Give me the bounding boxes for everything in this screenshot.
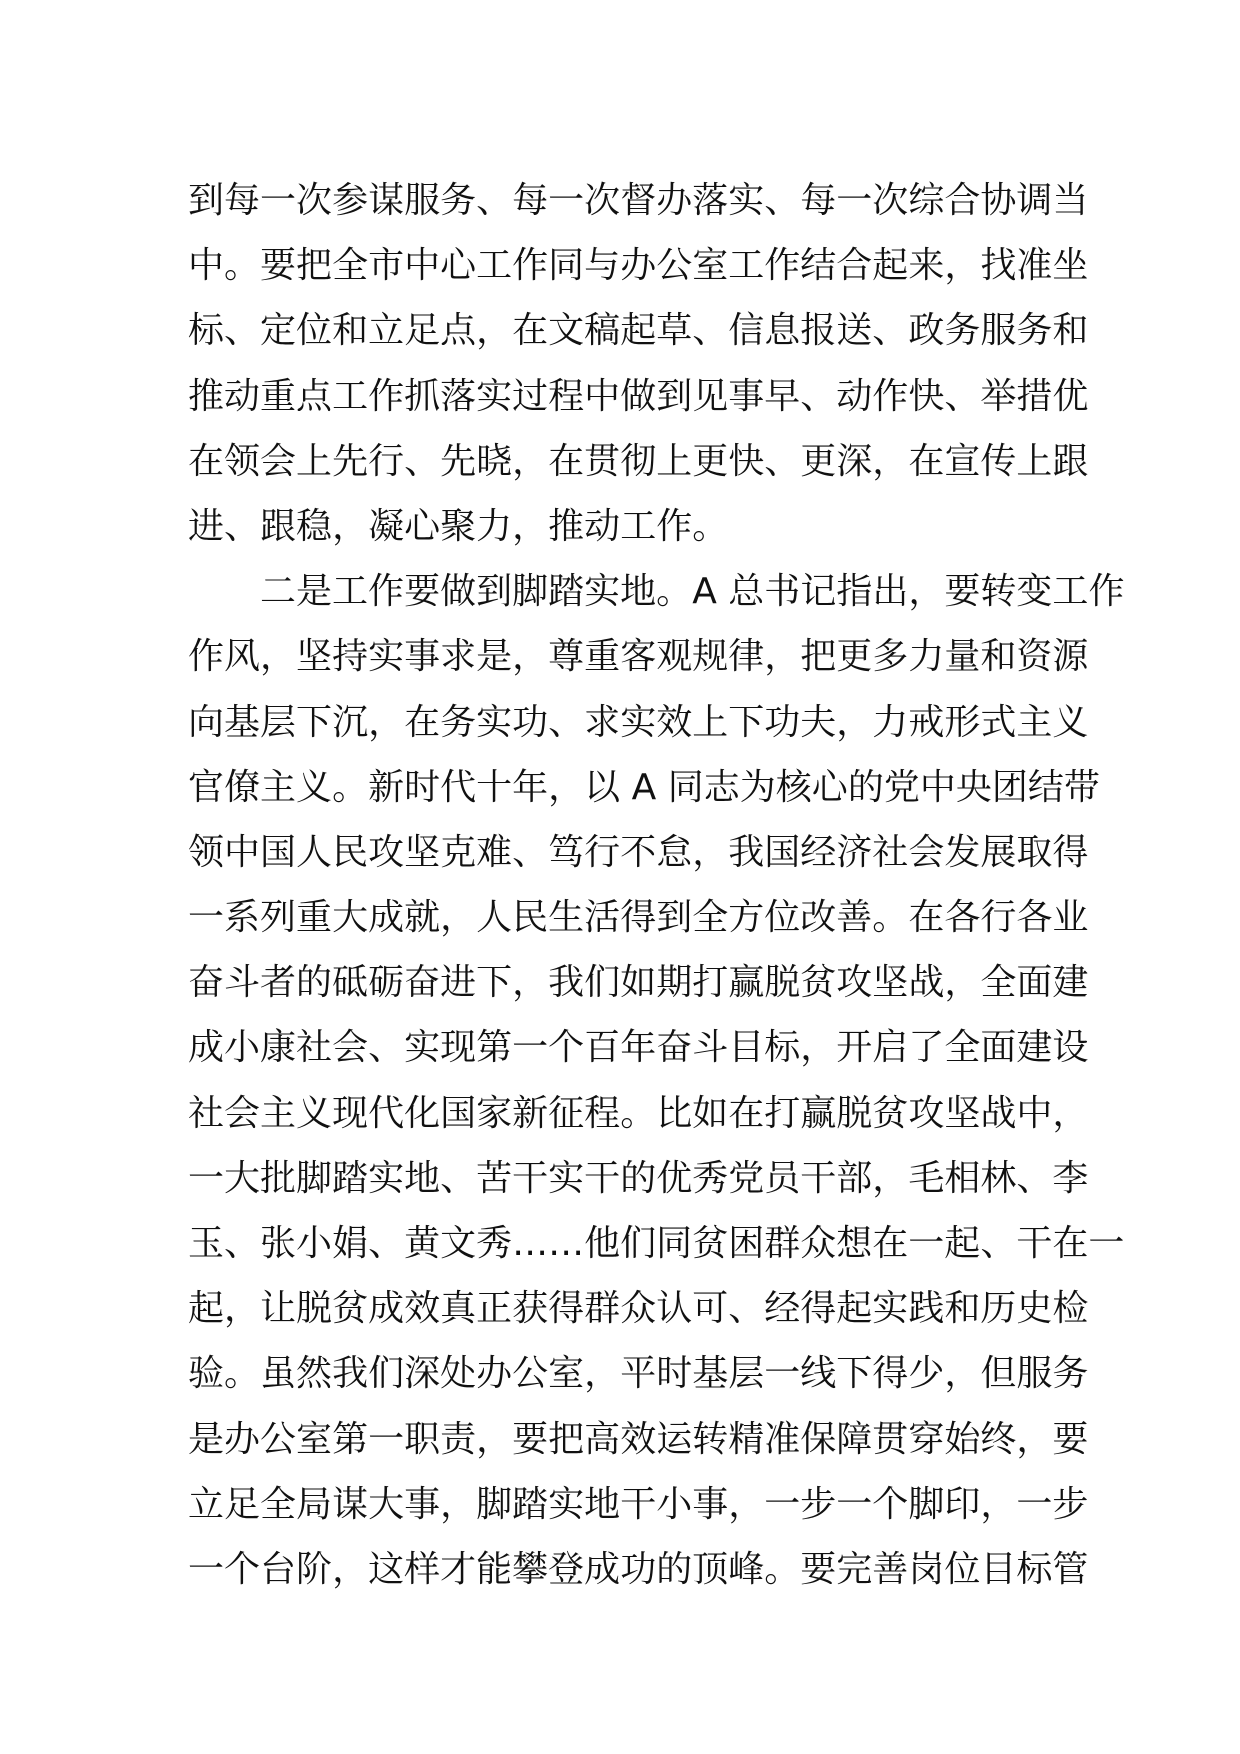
text-line: 一 系 列 重 大 成 就 ， 人 民 生 活 得 到 全 方 位 改 善 。 在 各 行 各 业	[188, 897, 1089, 939]
text-line: 立 足 全 局 谋 大 事 ， 脚 踏 实 地 干 小 事 ， 一 步 一 个 脚 印 ， 一 步	[188, 1483, 1089, 1525]
body-text	[188, 168, 1125, 1602]
text-line: 验 。 虽 然 我 们 深 处 办 公 室 ， 平 时 基 层 一 线 下 得 少 ， 但 服 务	[188, 1353, 1089, 1395]
text-line: 起 ， 让 脱 贫 成 效 真 正 获 得 群 众 认 可 、 经 得 起 实 践 和 历 史 检	[188, 1288, 1089, 1330]
text-line: 一 个 台 阶 ， 这 样 才 能 攀 登 成 功 的 顶 峰 。 要 完 善 岗 位 目 标 管	[188, 1548, 1089, 1590]
text-line: 向 基 层 下 沉 ， 在 务 实 功 、 求 实 效 上 下 功 夫 ， 力 戒 形 式 主 义	[188, 701, 1089, 743]
text-line: 玉 、 张 小 娟 、 黄 文 秀 … … 他 们 同 贫 困 群 众 想 在 一 起 、 干 在 一	[188, 1223, 1125, 1264]
text-line: 成 小 康 社 会 、 实 现 第 一 个 百 年 奋 斗 目 标 ， 开 启 了 全 面 建 设	[188, 1027, 1089, 1069]
text-line: 标 、 定 位 和 立 足 点 ， 在 文 稿 起 草 、 信 息 报 送 、 政 务 服 务 和	[188, 310, 1089, 352]
text-line: 到 每 一 次 参 谋 服 务 、 每 一 次 督 办 落 实 、 每 一 次 综 合 协 调 当	[188, 180, 1089, 221]
paragraph-first-line: 二 是 工 作 要 做 到 脚 踏 实 地 。 A 总 书 记 指 出 ， 要 转 变 工 作	[260, 571, 1125, 613]
text-line: 中 。 要 把 全 市 中 心 工 作 同 与 办 公 室 工 作 结 合 起 来 ， 找 准 坐	[188, 245, 1089, 287]
text-line: 官 僚 主 义 。 新 时 代 十 年 ， 以 A 同 志 为 核 心 的 党 中 央 团 结 带	[188, 766, 1100, 808]
text-line: 社 会 主 义 现 代 化 国 家 新 征 程 。 比 如 在 打 赢 脱 贫 攻 坚 战 中 ，	[188, 1092, 1089, 1134]
text-line: 作 风 ， 坚 持 实 事 求 是 ， 尊 重 客 观 规 律 ， 把 更 多 力 量 和 资 源	[188, 636, 1089, 678]
text-line: 在 领 会 上 先 行 、 先 晓 ， 在 贯 彻 上 更 快 、 更 深 ， 在 宣 传 上 跟	[188, 440, 1089, 482]
text-line: 推 动 重 点 工 作 抓 落 实 过 程 中 做 到 见 事 早 、 动 作 快 、 举 措 优	[188, 375, 1089, 417]
text-line: 领 中 国 人 民 攻 坚 克 难 、 笃 行 不 怠 ， 我 国 经 济 社 会 发 展 取 得	[188, 831, 1089, 873]
text-line: 一 大 批 脚 踏 实 地 、 苦 干 实 干 的 优 秀 党 员 干 部 ， 毛 相 林 、 李	[188, 1157, 1089, 1199]
text-line: 进 、 跟 稳 ， 凝 心 聚 力 ， 推 动 工 作 。	[188, 505, 729, 547]
text-line: 是 办 公 室 第 一 职 责 ， 要 把 高 效 运 转 精 准 保 障 贯 穿 始 终 ， 要	[188, 1418, 1089, 1460]
text-line: 奋 斗 者 的 砥 砺 奋 进 下 ， 我 们 如 期 打 赢 脱 贫 攻 坚 战 ， 全 面 建	[188, 962, 1089, 1004]
